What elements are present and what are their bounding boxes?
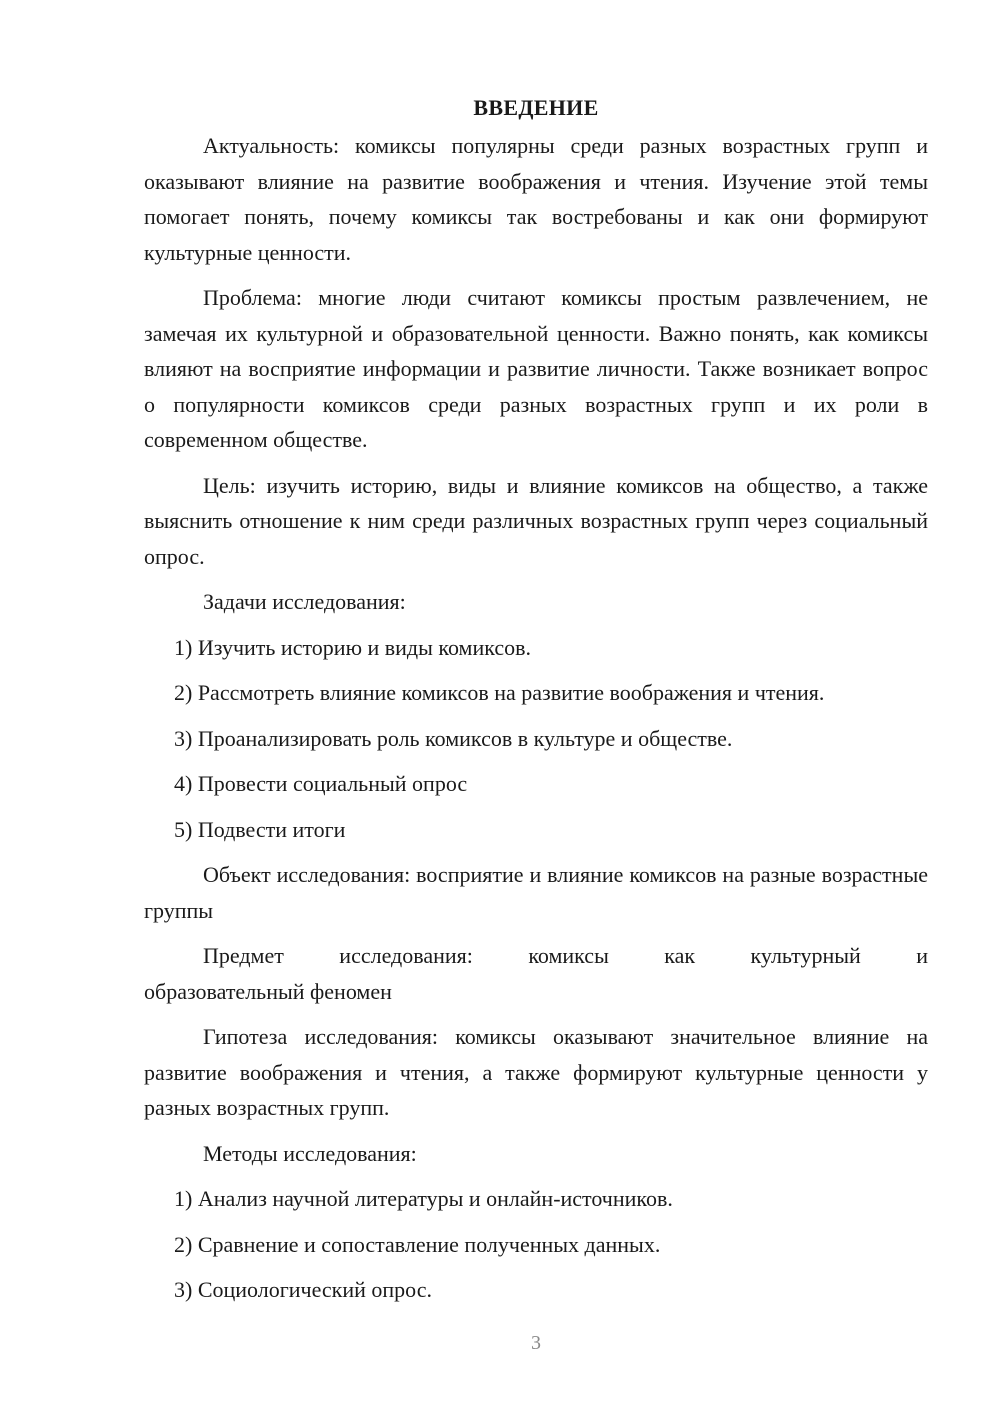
relevance-paragraph: Актуальность: комиксы популярны среди разных возрастных групп и оказывают влияние на развитие воображения и чтения. Изучение этой темы помогает понять, почему комиксы так востребованы и как они формируют культурные ценности. [144, 133, 928, 265]
subject-line-1: Предмет исследования: комиксы как культурный и [203, 943, 928, 968]
subject-paragraph [144, 938, 928, 1009]
page-number: 3 [531, 1332, 541, 1354]
goal-paragraph: Цель: изучить историю, виды и влияние комиксов на общество, а также выяснить отношение к ним среди различных возрастных групп через социальный опрос. [144, 472, 928, 569]
task-item: 3) Проанализировать роль комиксов в культуре и обществе. [174, 725, 733, 751]
problem-paragraph: Проблема: многие люди считают комиксы простым развлечением, не замечая их культурной и образовательной ценности. Важно понять, как комиксы влияют на восприятие информации и развитие личности. Также возникает вопрос о популярности комиксов среди разных возрастных групп и их роли в современном обществе. [144, 285, 928, 452]
methods-heading: Методы исследования: [203, 1140, 417, 1166]
hypothesis-paragraph: Гипотеза исследования: комиксы оказывают значительное влияние на развитие воображения и чтения, а также формируют культурные ценности у разных возрастных групп. [144, 1024, 928, 1120]
task-item: 2) Рассмотреть влияние комиксов на развитие воображения и чтения. [174, 680, 825, 705]
task-item: 1) Изучить историю и виды комиксов. [174, 634, 532, 660]
tasks-heading: Задачи исследования: [203, 589, 406, 614]
section-title: ВВЕДЕНИЕ [473, 95, 599, 120]
document-page [144, 90, 928, 1318]
object-paragraph: Объект исследования: восприятие и влияние комиксов на разные возрастные группы [144, 862, 928, 923]
task-item: 5) Подвести итоги [174, 816, 346, 842]
task-item: 4) Провести социальный опрос [174, 771, 468, 796]
method-item: 3) Социологический опрос. [174, 1277, 432, 1302]
subject-line-2: образовательный феномен [144, 978, 392, 1004]
method-item: 2) Сравнение и сопоставление полученных данных. [174, 1231, 661, 1257]
method-item: 1) Анализ научной литературы и онлайн-источников. [174, 1186, 673, 1211]
